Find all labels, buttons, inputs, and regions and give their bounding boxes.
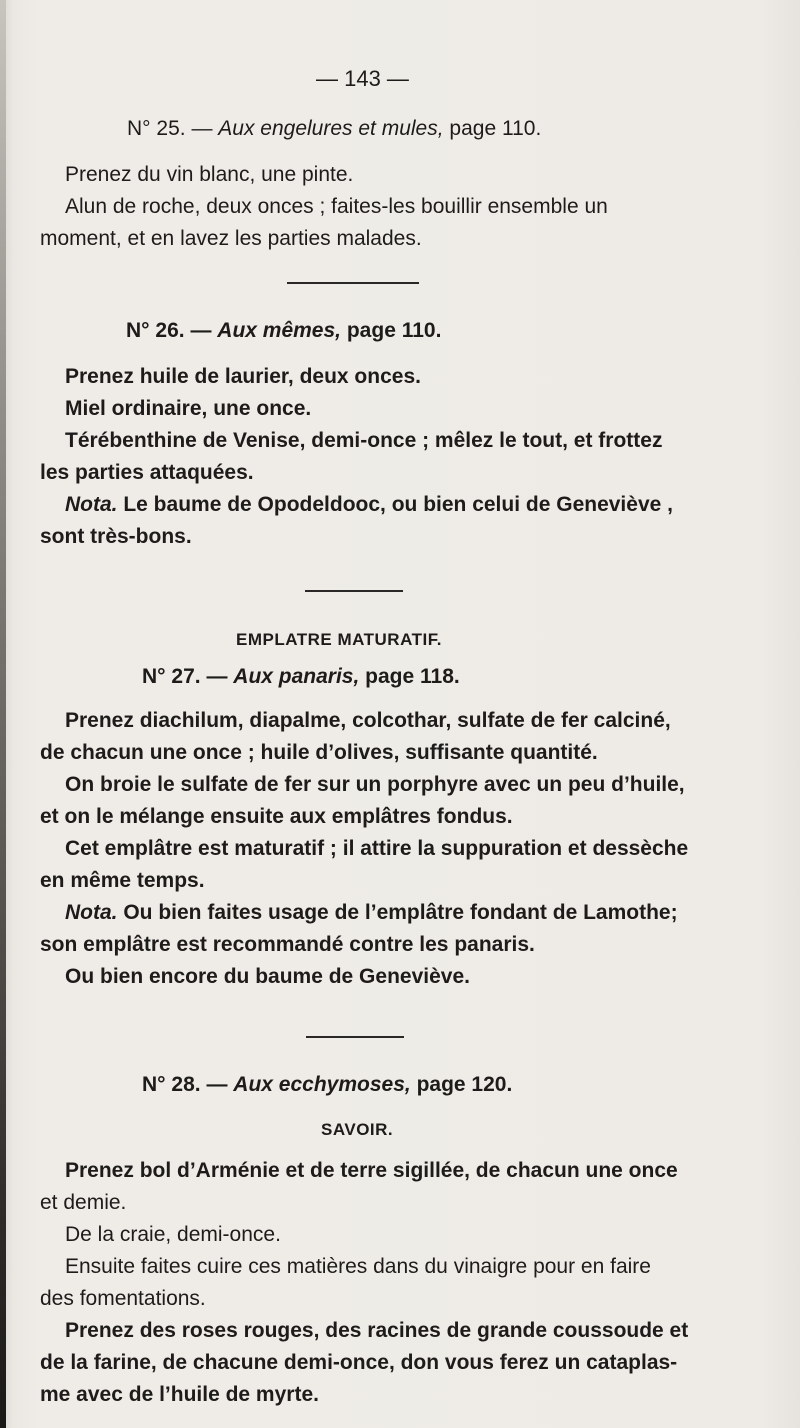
text-line: les parties attaquées.: [40, 461, 254, 484]
page-reference: page 110.: [449, 117, 542, 140]
text-line: sont très-bons.: [40, 525, 192, 548]
text-line: Térébenthine de Venise, demi-once ; mêlez le tout, et frottez: [65, 429, 663, 452]
page-reference: page 118.: [365, 665, 460, 688]
section-title: Aux engelures et mules,: [218, 117, 444, 140]
page-reference: page 110.: [346, 319, 442, 342]
text-line: Prenez du vin blanc, une pinte.: [65, 163, 354, 186]
nota-line: [65, 900, 678, 926]
dash: —: [191, 117, 213, 140]
section-title: Aux panaris,: [233, 665, 360, 688]
section-number: N° 28.: [142, 1073, 201, 1096]
section-n27-header: [142, 664, 460, 690]
text-line: des fomentations.: [40, 1287, 206, 1310]
dash: —: [190, 319, 212, 342]
section-n26-header: [126, 318, 441, 344]
text-line: De la craie, demi-once.: [65, 1223, 281, 1246]
page-number: — 143 —: [316, 66, 409, 91]
dash: —: [206, 1073, 228, 1096]
page-reference: page 120.: [416, 1073, 513, 1096]
subheading: SAVOIR.: [321, 1120, 394, 1139]
section-number: N° 27.: [142, 665, 201, 688]
section-n28-header: [142, 1072, 512, 1098]
text-line: Prenez bol d’Arménie et de terre sigillée, de chacun une once: [65, 1159, 678, 1182]
text-line: en même temps.: [40, 869, 205, 892]
text-line: de la farine, de chacune demi-once, don vous ferez un cataplas-: [40, 1351, 678, 1374]
section-n25-header: [127, 116, 541, 142]
nota-label: Nota.: [65, 901, 118, 924]
text-line: Prenez huile de laurier, deux onces.: [65, 365, 421, 388]
section-title: Aux mêmes,: [217, 319, 342, 342]
separator-rule: [306, 1036, 404, 1038]
text-line: Ou bien encore du baume de Geneviève.: [65, 965, 470, 988]
text-line: me avec de l’huile de myrte.: [40, 1383, 319, 1406]
text-line: On broie le sulfate de fer sur un porphyre avec un peu d’huile,: [65, 773, 685, 796]
nota-line: [65, 492, 673, 518]
page-gutter-shadow: [0, 0, 6, 1428]
dash: —: [206, 665, 228, 688]
section-title: Aux ecchymoses,: [233, 1073, 411, 1096]
separator-rule: [305, 590, 403, 592]
text-line: Cet emplâtre est maturatif ; il attire la suppuration et dessèche: [65, 837, 689, 860]
nota-text: Le baume de Opodeldooc, ou bien celui de Geneviève ,: [123, 493, 673, 516]
text-line: et demie.: [40, 1191, 127, 1214]
section-heading: EMPLATRE MATURATIF.: [236, 630, 442, 649]
text-line: Miel ordinaire, une once.: [65, 397, 312, 420]
text-line: moment, et en lavez les parties malades.: [40, 227, 422, 250]
section-number: N° 25.: [127, 117, 186, 140]
text-line: Alun de roche, deux onces ; faites-les bouillir ensemble un: [65, 195, 608, 218]
separator-rule: [287, 282, 419, 284]
text-line: Prenez diachilum, diapalme, colcothar, sulfate de fer calciné,: [65, 709, 671, 732]
text-line: son emplâtre est recommandé contre les panaris.: [40, 933, 535, 956]
text-line: Ensuite faites cuire ces matières dans du vinaigre pour en faire: [65, 1255, 651, 1278]
text-line: Prenez des roses rouges, des racines de grande coussoude et: [65, 1319, 689, 1342]
nota-label: Nota.: [65, 493, 118, 516]
nota-text: Ou bien faites usage de l’emplâtre fondant de Lamothe;: [123, 901, 678, 924]
section-number: N° 26.: [126, 319, 185, 342]
text-line: et on le mélange ensuite aux emplâtres fondus.: [40, 805, 513, 828]
text-line: de chacun une once ; huile d’olives, suffisante quantité.: [40, 741, 598, 764]
